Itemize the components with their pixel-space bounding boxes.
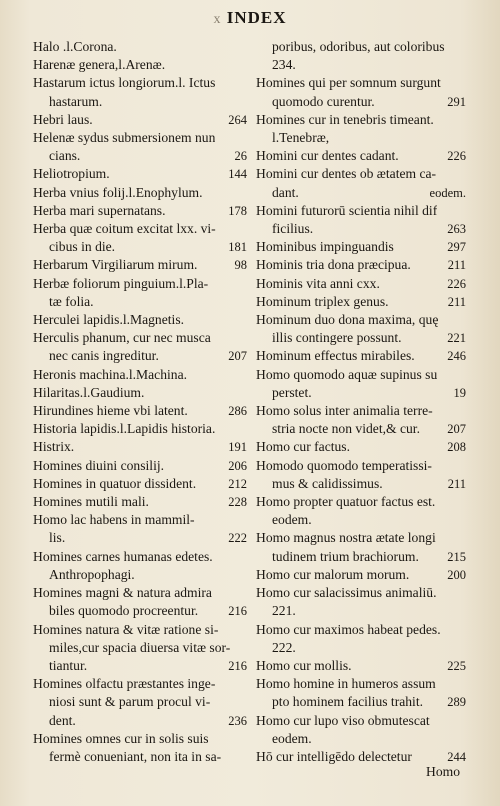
index-entry — [33, 602, 247, 620]
index-entry-text: Herba mari supernatans. — [33, 202, 166, 218]
index-entry — [256, 402, 466, 420]
index-entry — [256, 165, 466, 183]
index-entry — [33, 184, 247, 202]
index-entry-text: Homines natura & vitæ ratione si- — [33, 621, 219, 637]
index-entry — [256, 347, 466, 365]
catchword: Homo — [426, 764, 460, 779]
index-entry-text: cibus in die. — [49, 239, 116, 255]
index-entry-text: tiantur. — [49, 657, 88, 673]
index-entry — [33, 438, 247, 456]
index-entry-text: Herculei lapidis.l.Magnetis. — [33, 312, 185, 328]
index-entry-text: Hominum duo dona maxima, quę — [256, 312, 439, 328]
index-entry-page: 191 — [228, 440, 247, 455]
index-entry-text: illis contingere possunt. — [272, 330, 402, 346]
index-entry-page: 226 — [447, 149, 466, 164]
index-entry — [33, 366, 247, 384]
index-entry — [256, 675, 466, 693]
index-entry-page: 246 — [447, 349, 466, 364]
index-entry-text: eodem. — [272, 512, 312, 528]
index-entry-text: Homines omnes cur in solis suis — [33, 730, 209, 746]
index-entry — [256, 129, 466, 147]
index-entry-text: Halo .l.Corona. — [33, 39, 117, 54]
index-entry-page: 212 — [228, 476, 247, 491]
index-entry — [33, 621, 247, 639]
index-entry-text: Historia lapidis.l.Lapidis historia. — [33, 421, 216, 437]
index-entry — [33, 529, 247, 547]
index-entry-text: Herba vnius folij.l.Enophylum. — [33, 184, 203, 200]
index-entry-text: Histrix. — [33, 439, 75, 455]
index-entry — [33, 238, 247, 256]
index-entry-page: 211 — [447, 294, 466, 309]
index-entry — [256, 457, 466, 475]
index-entry-page: 226 — [447, 276, 466, 291]
index-entry-text: stria nocte non videt,& cur. — [272, 421, 420, 437]
index-entry-page: 222 — [228, 531, 247, 546]
index-entry — [33, 712, 247, 730]
index-entry — [33, 657, 247, 675]
index-entry-text: Herculis phanum, cur nec musca — [33, 330, 211, 346]
index-entry-page: 228 — [228, 495, 247, 510]
index-entry-text: tudinem trium brachiorum. — [272, 548, 419, 564]
index-entry-text: Herbæ foliorum pinguium.l.Pla- — [33, 275, 209, 291]
index-entry-text: Hebri laus. — [33, 111, 93, 127]
index-entry-text: Homo homine in humeros assum — [256, 676, 436, 692]
index-entry-page: 207 — [228, 349, 247, 364]
index-entry-text: Homines diuini consilij. — [33, 457, 165, 473]
index-entry — [33, 475, 247, 493]
index-entry — [33, 548, 247, 566]
index-entry — [256, 311, 466, 329]
index-entry — [256, 438, 466, 456]
index-entry-page: 26 — [234, 149, 247, 164]
index-entry-page: 200 — [447, 567, 466, 582]
index-entry — [33, 566, 247, 584]
index-entry — [33, 639, 247, 657]
index-entry — [256, 584, 466, 602]
index-entry — [33, 347, 247, 365]
index-entry — [256, 147, 466, 165]
index-entry-text: Homini cur dentes cadant. — [256, 148, 399, 164]
index-entry-text: perstet. — [272, 384, 312, 400]
header-ornament: x — [213, 12, 222, 27]
index-entry — [33, 293, 247, 311]
index-entry-text: Hominis vita anni cxx. — [256, 275, 380, 291]
index-entry-text: Homines cur in tenebris timeant. — [256, 111, 434, 127]
index-entry-text: Homo cur salacissimus animaliū. — [256, 585, 437, 601]
index-entry-text: Homo quomodo aquæ supinus su — [256, 366, 438, 382]
index-entry — [33, 111, 247, 129]
index-entry-page: 208 — [447, 440, 466, 455]
index-entry-page: 216 — [228, 658, 247, 673]
index-entry-page: 19 — [453, 385, 466, 400]
index-entry-page: 297 — [447, 240, 466, 255]
index-entry-text: Herbarum Virgiliarum mirum. — [33, 257, 198, 273]
index-entry — [256, 730, 466, 748]
index-entry-text: mus & calidissimus. — [272, 475, 383, 491]
index-entry — [256, 493, 466, 511]
index-entry-page: 286 — [228, 404, 247, 419]
index-entry-text: ficilius. — [272, 221, 314, 237]
index-entry-text: Harenæ genera,l.Arenæ. — [33, 57, 166, 73]
index-entry — [256, 548, 466, 566]
index-entry-text: Homines qui per somnum surgunt — [256, 75, 441, 91]
index-entry — [256, 511, 466, 529]
index-entry — [256, 566, 466, 584]
index-entry-text: nec canis ingreditur. — [49, 348, 159, 364]
index-column-right — [256, 38, 466, 766]
index-entry — [33, 256, 247, 274]
page-header — [0, 8, 500, 28]
index-entry — [33, 693, 247, 711]
index-entry — [256, 639, 466, 657]
index-entry — [33, 402, 247, 420]
index-entry — [33, 511, 247, 529]
page-title: INDEX — [226, 8, 287, 27]
index-entry — [33, 56, 247, 74]
index-entry — [33, 275, 247, 293]
index-entry — [33, 129, 247, 147]
index-entry — [256, 256, 466, 274]
index-entry-text: Hastarum ictus longiorum.l. Ictus — [33, 75, 216, 91]
index-entry — [256, 529, 466, 547]
index-entry — [33, 74, 247, 92]
index-entry — [33, 329, 247, 347]
index-entry — [33, 384, 247, 402]
index-entry-text: pto hominem facilius trahit. — [272, 694, 424, 710]
index-entry — [256, 657, 466, 675]
index-entry-page: 207 — [447, 422, 466, 437]
index-entry — [256, 184, 466, 202]
index-entry — [256, 202, 466, 220]
index-entry-text: niosi sunt & parum procul vi- — [49, 694, 211, 710]
index-entry — [256, 621, 466, 639]
index-entry-text: Homines carnes humanas edetes. — [33, 548, 213, 564]
index-entry-text: Heronis machina.l.Machina. — [33, 366, 188, 382]
index-entry — [33, 675, 247, 693]
index-entry — [256, 602, 466, 620]
index-entry — [33, 165, 247, 183]
index-entry — [256, 238, 466, 256]
index-entry-text: Homines in quatuor dissident. — [33, 475, 197, 491]
index-entry — [256, 111, 466, 129]
index-entry-page: 211 — [447, 476, 466, 491]
index-entry — [256, 293, 466, 311]
index-entry — [33, 147, 247, 165]
index-entry — [33, 730, 247, 748]
index-entry-text: Hirundines hieme vbi latent. — [33, 403, 188, 419]
index-entry-text: Homodo quomodo temperatissi- — [256, 457, 432, 473]
index-entry-text: Homini cur dentes ob ætatem ca- — [256, 166, 437, 182]
index-entry — [256, 329, 466, 347]
index-entry-text: dent. — [49, 712, 76, 728]
index-entry — [33, 202, 247, 220]
index-entry-text: Homines olfactu præstantes inge- — [33, 676, 216, 692]
index-entry-page: 236 — [228, 713, 247, 728]
index-entry-text: Homo lac habens in mammil- — [33, 512, 195, 528]
index-entry-text: Heliotropium. — [33, 166, 110, 182]
index-entry — [33, 220, 247, 238]
index-entry-text: Homines mutili mali. — [33, 494, 149, 510]
index-entry-page: 291 — [447, 94, 466, 109]
index-entry-text: hastarum. — [49, 93, 103, 109]
index-entry-text: fermè conueniant, non ita in sa- — [49, 748, 222, 764]
index-entry — [33, 420, 247, 438]
index-entry-page: 221 — [447, 331, 466, 346]
index-entry-page: 98 — [234, 258, 247, 273]
index-entry-text: Hominis tria dona præcipua. — [256, 257, 411, 273]
index-entry — [33, 493, 247, 511]
index-entry-page: 244 — [447, 749, 466, 764]
index-entry — [256, 384, 466, 402]
index-entry-text: Homo cur mollis. — [256, 657, 352, 673]
index-entry-text: eodem. — [272, 730, 312, 746]
index-entry-text: 222. — [272, 639, 296, 655]
index-entry-text: l.Tenebræ, — [272, 130, 330, 146]
index-entry-page: 215 — [447, 549, 466, 564]
index-entry — [256, 56, 466, 74]
index-entry-page: 206 — [228, 458, 247, 473]
index-entry-text: Homini futurorū scientia nihil dif — [256, 202, 438, 218]
index-entry — [256, 74, 466, 92]
index-entry — [33, 457, 247, 475]
index-entry-text: dant. — [272, 184, 299, 200]
index-entry — [256, 475, 466, 493]
index-entry — [256, 366, 466, 384]
index-entry-text: poribus, odoribus, aut coloribus — [272, 39, 445, 54]
index-entry-page: 264 — [228, 112, 247, 127]
index-entry-page: 181 — [228, 240, 247, 255]
index-column-left — [33, 38, 247, 766]
index-entry — [256, 693, 466, 711]
index-entry — [256, 712, 466, 730]
index-entry-text: tæ folia. — [49, 293, 94, 309]
index-entry-text: Homo cur factus. — [256, 439, 350, 455]
index-entry-page: 263 — [447, 222, 466, 237]
index-entry-text: Hominum effectus mirabiles. — [256, 348, 415, 364]
index-entry-text: Homo propter quatuor factus est. — [256, 494, 436, 510]
index-entry-text: quomodo curentur. — [272, 93, 375, 109]
index-entry-text: Helenæ sydus submersionem nun — [33, 130, 216, 146]
index-entry-text: cians. — [49, 148, 81, 164]
index-entry-text: Homo solus inter animalia terre- — [256, 403, 433, 419]
index-entry-text: biles quomodo procreentur. — [49, 603, 199, 619]
index-entry-page: 144 — [228, 167, 247, 182]
index-entry-text: lis. — [49, 530, 66, 546]
index-entry-text: Hominum triplex genus. — [256, 293, 389, 309]
index-entry-page: eodem. — [429, 185, 466, 200]
index-entry — [33, 311, 247, 329]
index-entry — [33, 38, 247, 56]
index-entry-page: 178 — [228, 203, 247, 218]
index-entry — [33, 93, 247, 111]
index-entry — [256, 275, 466, 293]
index-entry-page: 225 — [447, 658, 466, 673]
index-entry-page: 216 — [228, 604, 247, 619]
index-entry-text: Anthropophagi. — [49, 566, 135, 582]
index-entry-text: Herba quæ coitum excitat lxx. vi- — [33, 221, 216, 237]
index-entry-text: 221. — [272, 603, 296, 619]
index-entry-text: Hō cur intelligēdo delectetur — [256, 748, 412, 764]
index-entry — [33, 748, 247, 766]
index-entry-text: Homo cur lupo viso obmutescat — [256, 712, 430, 728]
index-entry-page: 289 — [447, 695, 466, 710]
index-entry-text: miles,cur spacia diuersa vitæ sor- — [49, 639, 231, 655]
index-entry-text: Homines magni & natura admira — [33, 585, 212, 601]
index-entry — [256, 38, 466, 56]
index-entry — [33, 584, 247, 602]
index-entry — [256, 93, 466, 111]
index-entry-text: Hilaritas.l.Gaudium. — [33, 384, 145, 400]
index-entry-text: Homo magnus nostra ætate longi — [256, 530, 436, 546]
index-entry-text: Homo cur maximos habeat pedes. — [256, 621, 441, 637]
index-entry-text: Hominibus impinguandis — [256, 239, 394, 255]
index-entry — [256, 220, 466, 238]
index-entry-text: 234. — [272, 57, 296, 73]
index-entry-text: Homo cur malorum morum. — [256, 566, 410, 582]
index-entry — [256, 420, 466, 438]
index-entry-page: 211 — [447, 258, 466, 273]
